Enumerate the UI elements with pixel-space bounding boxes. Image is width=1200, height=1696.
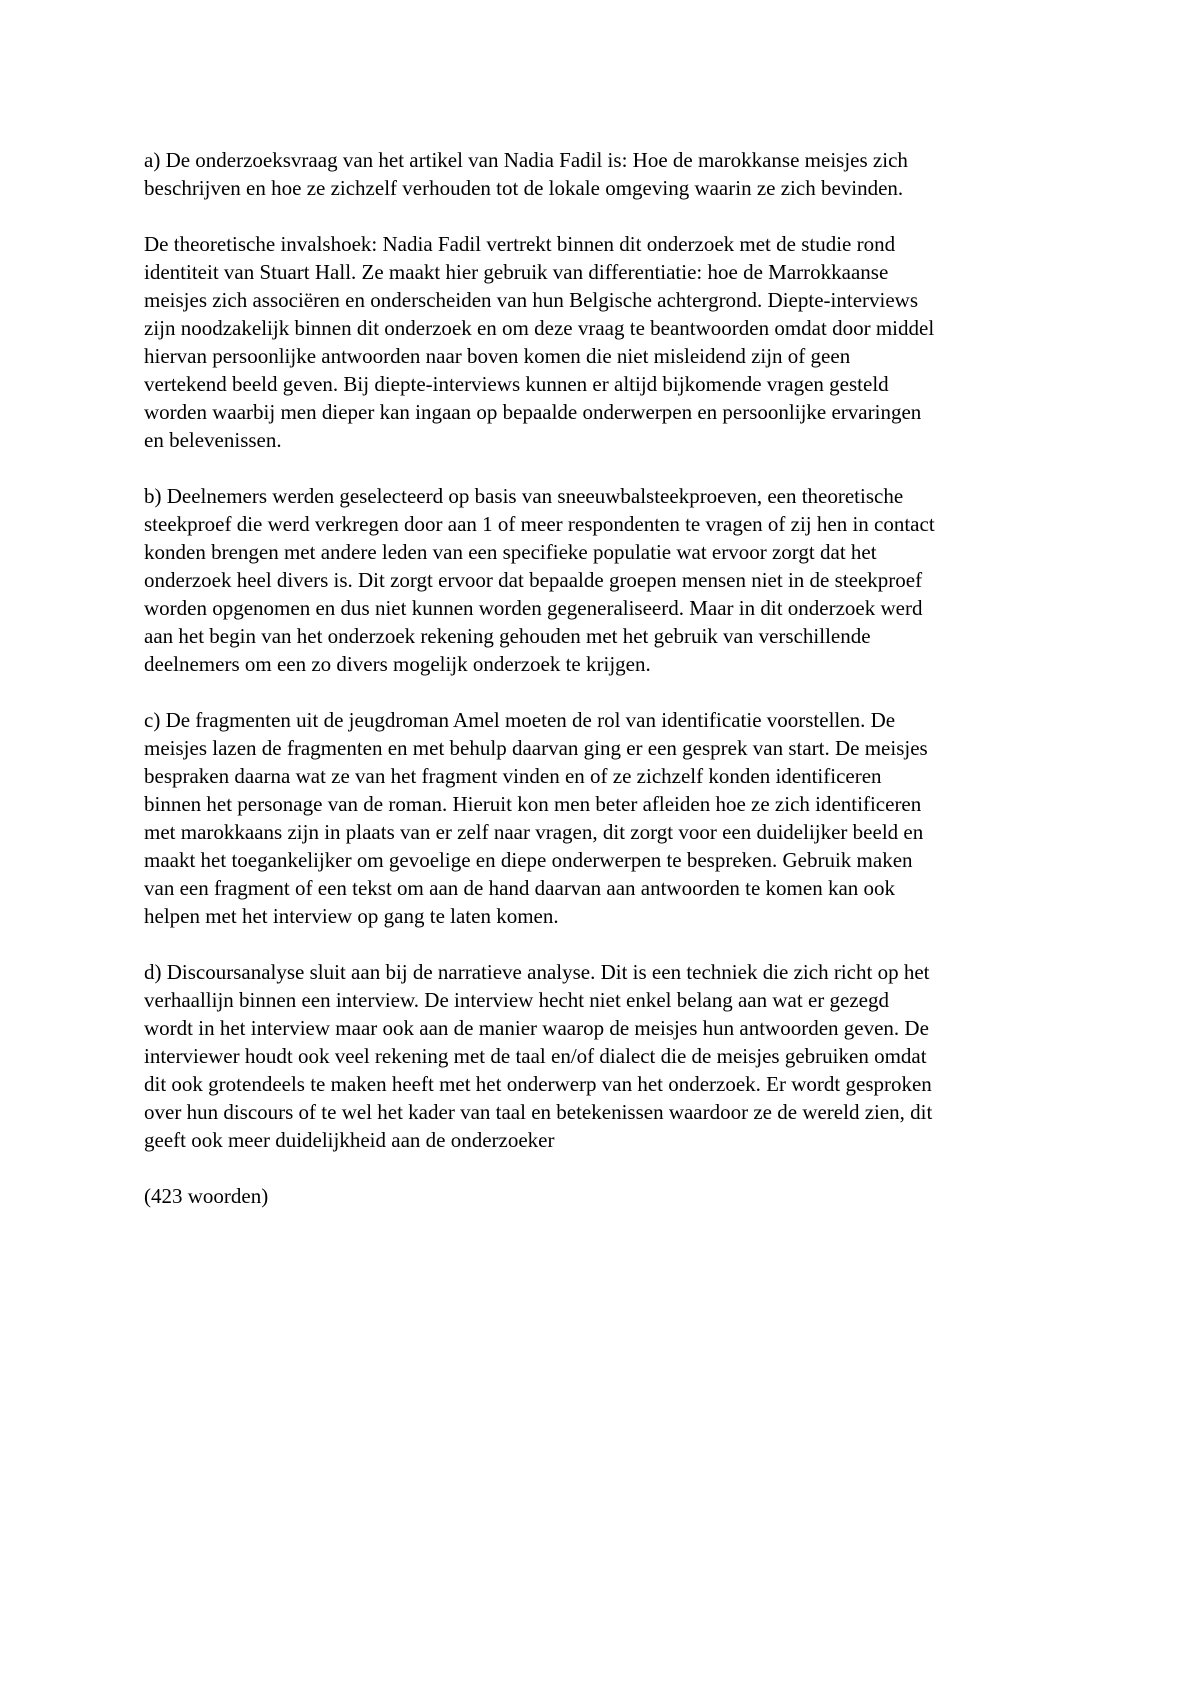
text-line: steekproef die werd verkregen door aan 1 of meer respondenten te vragen of zij hen in contact [144,512,935,536]
text-line: konden brengen met andere leden van een specifieke populatie wat ervoor zorgt dat het [144,540,877,564]
paragraph-question-c [144,706,1064,930]
text-line: dit ook grotendeels te maken heeft met het onderwerp van het onderzoek. Er wordt gesproken [144,1072,932,1096]
text-line: onderzoek heel divers is. Dit zorgt ervoor dat bepaalde groepen mensen niet in de steekproef [144,568,923,592]
text-line: aan het begin van het onderzoek rekening gehouden met het gebruik van verschillende [144,624,871,648]
paragraph-question-b [144,482,1064,678]
document-body [144,146,1064,1238]
text-line: deelnemers om een zo divers mogelijk onderzoek te krijgen. [144,652,651,676]
text-line: De theoretische invalshoek: Nadia Fadil vertrekt binnen dit onderzoek met de studie rond [144,232,896,256]
text-line: van een fragment of een tekst om aan de hand daarvan aan antwoorden te komen kan ook [144,876,896,900]
text-line: verhaallijn binnen een interview. De interview hecht niet enkel belang aan wat er gezegd [144,988,889,1012]
text-line: beschrijven en hoe ze zichzelf verhouden tot de lokale omgeving waarin ze zich bevinden. [144,176,904,200]
paragraph-theoretical-approach [144,230,1064,454]
word-count [144,1182,1064,1210]
text-line: meisjes zich associëren en onderscheiden van hun Belgische achtergrond. Diepte-interviews [144,288,919,312]
text-line: en belevenissen. [144,428,282,452]
text-line: d) Discoursanalyse sluit aan bij de narratieve analyse. Dit is een techniek die zich richt op het [144,960,930,984]
text-line: binnen het personage van de roman. Hieruit kon men beter afleiden hoe ze zich identificeren [144,792,922,816]
text-line: c) De fragmenten uit de jeugdroman Amel moeten de rol van identificatie voorstellen. De [144,708,896,732]
text-line: identiteit van Stuart Hall. Ze maakt hier gebruik van differentiatie: hoe de Marrokkaanse [144,260,889,284]
text-line: over hun discours of te wel het kader van taal en betekenissen waardoor ze de wereld zien, dit [144,1100,933,1124]
text-line: hiervan persoonlijke antwoorden naar boven komen die niet misleidend zijn of geen [144,344,851,368]
paragraph-question-a [144,146,1064,202]
text-line: zijn noodzakelijk binnen dit onderzoek en om deze vraag te beantwoorden omdat door middel [144,316,935,340]
text-line: meisjes lazen de fragmenten en met behulp daarvan ging er een gesprek van start. De meisjes [144,736,928,760]
text-line: helpen met het interview op gang te laten komen. [144,904,559,928]
text-line: geeft ook meer duidelijkheid aan de onderzoeker [144,1128,555,1152]
text-line: wordt in het interview maar ook aan de manier waarop de meisjes hun antwoorden geven. De [144,1016,929,1040]
text-line: interviewer houdt ook veel rekening met de taal en/of dialect die de meisjes gebruiken omdat [144,1044,927,1068]
text-line: maakt het toegankelijker om gevoelige en diepe onderwerpen te bespreken. Gebruik maken [144,848,913,872]
text-line: (423 woorden) [144,1184,269,1208]
paragraph-question-d [144,958,1064,1154]
text-line: met marokkaans zijn in plaats van er zelf naar vragen, dit zorgt voor een duidelijker beeld en [144,820,924,844]
text-line: worden waarbij men dieper kan ingaan op bepaalde onderwerpen en persoonlijke ervaringen [144,400,922,424]
text-line: a) De onderzoeksvraag van het artikel van Nadia Fadil is: Hoe de marokkanse meisjes zich [144,148,908,172]
text-line: vertekend beeld geven. Bij diepte-interviews kunnen er altijd bijkomende vragen gesteld [144,372,889,396]
text-line: bespraken daarna wat ze van het fragment vinden en of ze zichzelf konden identificeren [144,764,882,788]
text-line: worden opgenomen en dus niet kunnen worden gegeneraliseerd. Maar in dit onderzoek werd [144,596,923,620]
text-line: b) Deelnemers werden geselecteerd op basis van sneeuwbalsteekproeven, een theoretische [144,484,904,508]
